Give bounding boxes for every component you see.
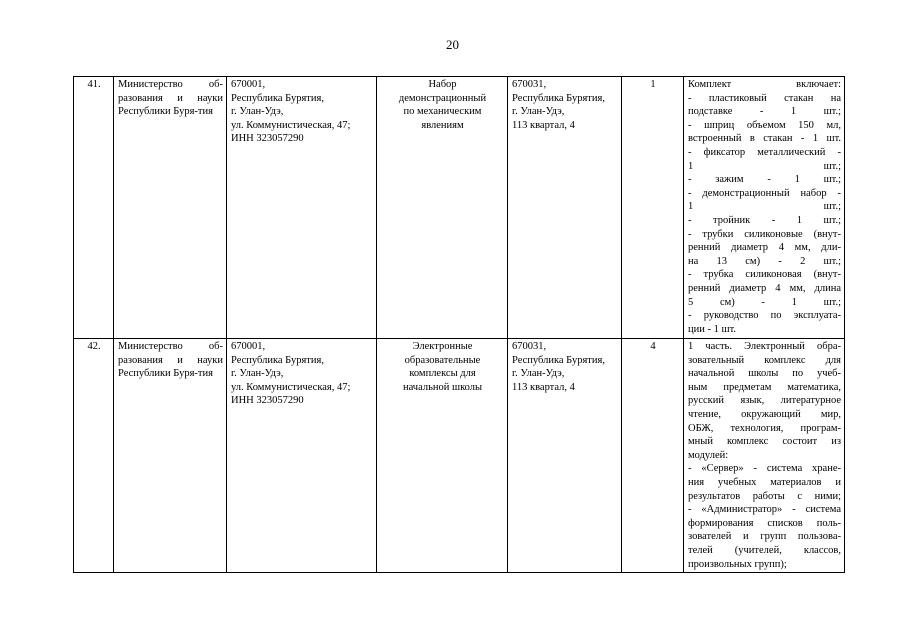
text-line: Республика Бурятия, (512, 354, 605, 366)
text-line: произвольных групп); (688, 558, 787, 570)
quantity-cell: 1 (622, 77, 684, 339)
text-line: 113 квартал, 4 (512, 119, 575, 131)
text-line: подставке - 1 шт.; (688, 106, 841, 118)
text-line: 670001, (231, 341, 266, 352)
text-line: Республика Бурятия, (231, 92, 324, 104)
text-line: мный комплекс состоит из (688, 436, 841, 448)
text-line: телей (учителей, классов, (688, 544, 841, 556)
text-line: 1 шт.; (688, 160, 841, 172)
text-line: ции - 1 шт. (688, 323, 736, 335)
page-number: 20 (446, 37, 459, 52)
row-number: 41. (74, 77, 114, 339)
text-line: результатов работы с ними; (688, 490, 841, 502)
text-line: ния учебных материалов и (688, 476, 841, 488)
text-line: начальной школы по учеб- (688, 368, 841, 380)
text-line: комплексы для (409, 368, 476, 380)
row-number: 42. (74, 339, 114, 573)
text-line: - шприц объемом 150 мл, (688, 119, 841, 131)
item-name-cell (377, 77, 508, 339)
description-cell (684, 339, 845, 573)
text-line: модулей: (688, 449, 729, 461)
customer-address-cell (227, 77, 377, 339)
text-line: явлениям (421, 119, 464, 131)
text-line: Республика Бурятия, (512, 92, 605, 104)
text-line: 670001, (231, 79, 266, 90)
text-line: 113 квартал, 4 (512, 381, 575, 393)
text-line: Республика Бурятия, (231, 354, 324, 366)
delivery-address-cell (508, 339, 622, 573)
text-line: ОБЖ, технология, програм- (688, 422, 841, 434)
text-line: Набор (428, 79, 457, 90)
text-line: ным предметам математика, (688, 381, 841, 393)
text-line: образовательные (404, 354, 481, 366)
text-line: г. Улан-Удэ, (231, 368, 284, 380)
text-line: начальной школы (402, 381, 483, 393)
text-line: зовательный комплекс для (688, 354, 841, 366)
text-line: - трубка силиконовая (внут- (688, 269, 841, 281)
table-row (74, 339, 845, 573)
quantity-cell: 4 (622, 339, 684, 573)
text-line: русский язык, литературное (688, 395, 841, 407)
description-cell (684, 77, 845, 339)
customer-cell: Министерство об-разования и науки Республики Буря-тия (114, 77, 227, 339)
text-line: 670031, (512, 341, 547, 352)
text-line: - тройник - 1 шт.; (688, 214, 841, 226)
text-line: демонстрационный (398, 92, 487, 104)
text-line: ренний диаметр 4 мм, длина (688, 282, 841, 294)
text-line: встроенный в стакан - 1 шт. (688, 133, 841, 145)
text-line: чтение, окружающий мир, (688, 408, 841, 420)
text-line: 1 часть. Электронный обра- (688, 341, 841, 352)
table-row (74, 77, 845, 339)
text-line: - «Сервер» - система хране- (688, 463, 841, 475)
text-line: Комплект включает: (688, 79, 841, 90)
text-line: - зажим - 1 шт.; (688, 174, 841, 186)
text-line: ИНН 323057290 (231, 395, 304, 407)
text-line: - фиксатор металлический - (688, 146, 841, 158)
item-name-cell (377, 339, 508, 573)
customer-cell: Министерство об-разования и науки Республики Буря-тия (114, 339, 227, 573)
customer-address-cell (227, 339, 377, 573)
text-line: ренний диаметр 4 мм, дли- (688, 242, 841, 254)
text-line: г. Улан-Удэ, (512, 368, 565, 380)
delivery-address-cell (508, 77, 622, 339)
text-line: формирования списков поль- (688, 517, 841, 529)
text-line: - трубки силиконовые (внут- (688, 228, 841, 240)
text-line: - «Администратор» - система (688, 504, 841, 516)
text-line: ИНН 323057290 (231, 133, 304, 145)
text-line: Электронные (412, 341, 473, 352)
text-line: зователей и групп пользова- (688, 531, 841, 543)
text-line: - пластиковый стакан на (688, 92, 841, 104)
text-line: 1 шт.; (688, 201, 841, 213)
text-line: - демонстрационный набор - (688, 187, 841, 199)
text-line: г. Улан-Удэ, (512, 106, 565, 118)
text-line: на 13 см) - 2 шт.; (688, 255, 841, 267)
text-line: ул. Коммунистическая, 47; (231, 381, 351, 393)
procurement-table (73, 76, 845, 573)
text-line: г. Улан-Удэ, (231, 106, 284, 118)
text-line: по механическим (403, 106, 482, 118)
text-line: ул. Коммунистическая, 47; (231, 119, 351, 131)
text-line: - руководство по эксплуата- (688, 310, 841, 322)
text-line: 5 см) - 1 шт.; (688, 296, 841, 308)
text-line: 670031, (512, 79, 547, 90)
